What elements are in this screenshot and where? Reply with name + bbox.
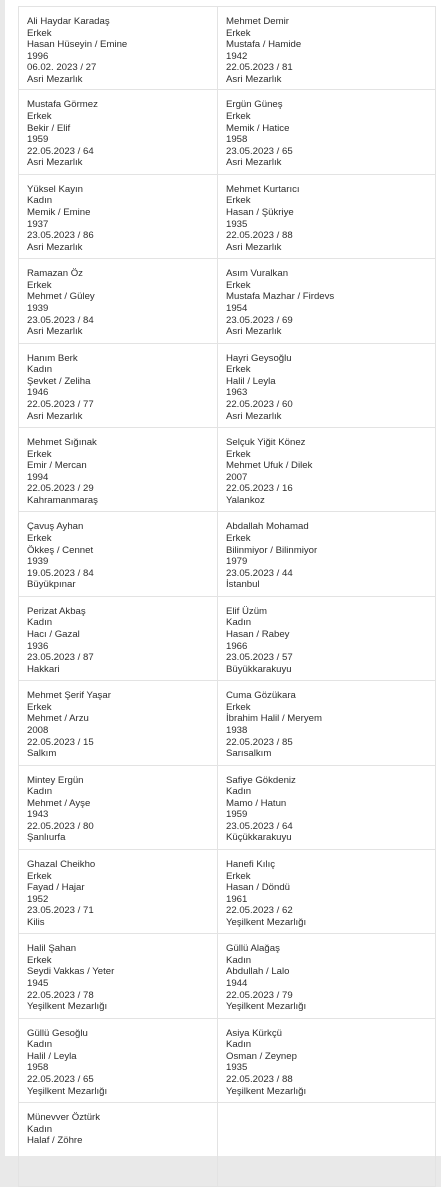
- record-gender: Kadın: [27, 617, 53, 629]
- record-cell: [218, 681, 436, 765]
- record-gender: Erkek: [27, 954, 52, 966]
- record-birth-year: 1958: [27, 1062, 49, 1074]
- record-burial-place: Kahramanmaraş: [27, 494, 98, 506]
- record-date-number: 23.05.2023 / 87: [27, 652, 94, 664]
- record-burial-place: Küçükkarakuyu: [226, 832, 292, 844]
- record-date-number: 22.05.2023 / 65: [27, 1074, 94, 1086]
- record-burial-place: Salkım: [27, 748, 57, 760]
- record-birth-year: 1939: [27, 556, 49, 568]
- record-name: Safiye Gökdeniz: [226, 774, 296, 786]
- record-parents: Mustafa Mazhar / Firdevs: [226, 291, 335, 303]
- record-parents: Halaf / Zöhre: [27, 1135, 83, 1147]
- record-name: Güllü Gesoğlu: [27, 1027, 88, 1039]
- record-date-number: 22.05.2023 / 88: [226, 1074, 293, 1086]
- record-gender: Erkek: [27, 27, 52, 39]
- record-name: Güllü Alağaş: [226, 943, 280, 955]
- record-gender: Kadın: [226, 617, 252, 629]
- record-burial-place: Yeşilkent Mezarlığı: [27, 1085, 108, 1097]
- record-name: Mustafa Görmez: [27, 99, 98, 111]
- record-burial-place: Asri Mezarlık: [226, 326, 282, 338]
- record-burial-place: Yeşilkent Mezarlığı: [226, 1085, 307, 1097]
- record-burial-place: Asri Mezarlık: [226, 157, 282, 169]
- record-gender: Erkek: [226, 701, 251, 713]
- record-cell: [218, 428, 436, 512]
- record-parents: Seydi Vakkas / Yeter: [27, 966, 115, 978]
- record-gender: Erkek: [226, 279, 251, 291]
- record-parents: Hacı / Gazal: [27, 628, 80, 640]
- records-table: [18, 6, 441, 1187]
- record-burial-place: Sarısalkım: [226, 748, 272, 760]
- record-date-number: 06.02. 2023 / 27: [27, 62, 97, 74]
- record-cell: [18, 1019, 218, 1103]
- record-name: Elif Üzüm: [226, 605, 268, 617]
- record-cell: [18, 344, 218, 428]
- record-name: Ali Haydar Karadaş: [27, 16, 110, 27]
- record-date-number: 22.05.2023 / 77: [27, 398, 94, 410]
- record-gender: Kadın: [27, 364, 53, 376]
- record-burial-place: Asri Mezarlık: [27, 326, 83, 338]
- record-date-number: 23.05.2023 / 57: [226, 652, 293, 664]
- record-parents: Mehmet / Ayşe: [27, 797, 91, 809]
- record-birth-year: 1996: [27, 50, 49, 62]
- record-burial-place: Yeşilkent Mezarlığı: [226, 1001, 307, 1013]
- record-gender: Kadın: [27, 1039, 53, 1051]
- record-birth-year: 1937: [27, 218, 49, 230]
- record-name: Ergün Güneş: [226, 99, 283, 111]
- record-gender: Erkek: [27, 870, 52, 882]
- record-birth-year: 1959: [27, 134, 49, 146]
- record-date-number: 22.05.2023 / 88: [226, 230, 293, 242]
- record-parents: Hasan / Döndü: [226, 882, 290, 894]
- record-cell: [218, 934, 436, 1018]
- record-parents: İbrahim Halil / Meryem: [226, 713, 322, 725]
- record-parents: Fayad / Hajar: [27, 882, 85, 894]
- record-parents: Hasan Hüseyin / Emine: [27, 39, 128, 51]
- record-cell: [18, 428, 218, 512]
- record-cell: [218, 597, 436, 681]
- record-date-number: 23.05.2023 / 86: [27, 230, 94, 242]
- record-gender: Kadın: [27, 195, 53, 207]
- record-name: Mehmet Kurtarıcı: [226, 183, 300, 195]
- record-birth-year: 1966: [226, 640, 248, 652]
- record-gender: Kadın: [27, 1123, 53, 1135]
- record-birth-year: 2008: [27, 724, 49, 736]
- record-name: Halil Şahan: [27, 943, 77, 955]
- record-name: Ghazal Cheikho: [27, 858, 96, 870]
- record-birth-year: 1952: [27, 893, 49, 905]
- record-burial-place: Büyükkarakuyu: [226, 663, 292, 675]
- record-cell: [18, 259, 218, 343]
- record-date-number: 22.05.2023 / 85: [226, 736, 293, 748]
- record-gender: Erkek: [226, 110, 251, 122]
- record-burial-place: Şanlıurfa: [27, 832, 66, 844]
- record-date-number: 22.05.2023 / 62: [226, 905, 293, 917]
- record-cell: [18, 1103, 218, 1187]
- record-birth-year: 1979: [226, 556, 248, 568]
- record-name: Hayri Geysoğlu: [226, 352, 292, 364]
- record-gender: Erkek: [226, 448, 251, 460]
- record-name: Asiya Kürkçü: [226, 1027, 282, 1039]
- record-parents: Halil / Leyla: [226, 375, 276, 387]
- record-date-number: 22.05.2023 / 80: [27, 820, 94, 832]
- record-name: Perizat Akbaş: [27, 605, 86, 617]
- record-burial-place: Asri Mezarlık: [27, 157, 83, 169]
- record-parents: Abdullah / Lalo: [226, 966, 290, 978]
- record-birth-year: 1935: [226, 218, 248, 230]
- record-name: Mehmet Sığınak: [27, 436, 97, 448]
- record-birth-year: 1946: [27, 387, 49, 399]
- record-parents: Bilinmiyor / Bilinmiyor: [226, 544, 318, 556]
- record-name: Hanefi Kılıç: [226, 858, 276, 870]
- record-parents: Mehmet / Arzu: [27, 713, 89, 725]
- record-name: Yüksel Kayın: [27, 183, 83, 195]
- record-cell: [18, 175, 218, 259]
- record-burial-place: Asri Mezarlık: [27, 410, 83, 422]
- record-parents: Osman / Zeynep: [226, 1050, 297, 1062]
- record-birth-year: 1938: [226, 724, 248, 736]
- record-cell: [18, 597, 218, 681]
- record-gender: Erkek: [226, 532, 251, 544]
- record-birth-year: 1942: [226, 50, 248, 62]
- record-parents: Emir / Mercan: [27, 460, 87, 472]
- record-name: Abdallah Mohamad: [226, 521, 309, 533]
- record-cell: [18, 934, 218, 1018]
- document-page: [5, 0, 441, 1156]
- record-gender: Erkek: [27, 701, 52, 713]
- record-cell: [18, 766, 218, 850]
- record-cell: [18, 6, 218, 90]
- record-gender: Kadın: [226, 1039, 252, 1051]
- record-burial-place: Asri Mezarlık: [27, 73, 83, 85]
- record-date-number: 22.05.2023 / 64: [27, 145, 94, 157]
- record-name: Mehmet Demir: [226, 16, 289, 27]
- record-parents: Mehmet / Güley: [27, 291, 95, 303]
- record-cell: [18, 512, 218, 596]
- record-date-number: 22.05.2023 / 29: [27, 483, 94, 495]
- record-cell: [218, 850, 436, 934]
- record-date-number: 22.05.2023 / 15: [27, 736, 94, 748]
- record-name: Mintey Ergün: [27, 774, 84, 786]
- record-date-number: 23.05.2023 / 69: [226, 314, 293, 326]
- record-birth-year: 1939: [27, 302, 49, 314]
- record-name: Mehmet Şerif Yaşar: [27, 690, 111, 702]
- record-date-number: 23.05.2023 / 64: [226, 820, 293, 832]
- record-cell: [218, 1019, 436, 1103]
- record-name: Münevver Öztürk: [27, 1112, 101, 1124]
- record-birth-year: 2007: [226, 471, 248, 483]
- record-gender: Kadın: [226, 786, 252, 798]
- record-birth-year: 1994: [27, 471, 49, 483]
- record-parents: Hasan / Rabey: [226, 628, 290, 640]
- record-burial-place: Yeşilkent Mezarlığı: [27, 1001, 108, 1013]
- record-birth-year: 1961: [226, 893, 248, 905]
- record-cell: [218, 90, 436, 174]
- record-cell: [218, 1103, 436, 1187]
- record-date-number: 23.05.2023 / 71: [27, 905, 94, 917]
- record-burial-place: Asri Mezarlık: [226, 73, 282, 85]
- record-cell: [218, 6, 436, 90]
- record-name: Selçuk Yiğit Könez: [226, 436, 306, 448]
- record-burial-place: Asri Mezarlık: [226, 410, 282, 422]
- record-birth-year: 1958: [226, 134, 248, 146]
- record-birth-year: 1945: [27, 978, 49, 990]
- record-cell: [18, 681, 218, 765]
- record-date-number: 23.05.2023 / 84: [27, 314, 94, 326]
- record-date-number: 19.05.2023 / 84: [27, 567, 94, 579]
- record-gender: Erkek: [27, 448, 52, 460]
- record-gender: Erkek: [27, 110, 52, 122]
- record-cell: [18, 90, 218, 174]
- record-burial-place: Yalankoz: [226, 494, 265, 506]
- record-gender: Erkek: [27, 279, 52, 291]
- record-cell: [218, 175, 436, 259]
- record-gender: Erkek: [27, 532, 52, 544]
- record-name: Asım Vuralkan: [226, 268, 289, 280]
- record-gender: Erkek: [226, 870, 251, 882]
- record-birth-year: 1943: [27, 809, 49, 821]
- record-burial-place: Büyükpınar: [27, 579, 76, 591]
- record-date-number: 22.05.2023 / 60: [226, 398, 293, 410]
- record-date-number: 22.05.2023 / 78: [27, 989, 94, 1001]
- record-burial-place: Hakkari: [27, 663, 60, 675]
- record-date-number: 22.05.2023 / 81: [226, 62, 293, 74]
- record-gender: Erkek: [226, 195, 251, 207]
- record-birth-year: 1959: [226, 809, 248, 821]
- record-parents: Memik / Hatice: [226, 122, 290, 134]
- record-burial-place: İstanbul: [226, 579, 260, 591]
- record-burial-place: Kilis: [27, 916, 45, 928]
- record-birth-year: 1944: [226, 978, 248, 990]
- record-birth-year: 1936: [27, 640, 49, 652]
- record-gender: Erkek: [226, 27, 251, 39]
- record-cell: [218, 259, 436, 343]
- record-parents: Şevket / Zeliha: [27, 375, 91, 387]
- record-gender: Kadın: [226, 954, 252, 966]
- record-date-number: 22.05.2023 / 79: [226, 989, 293, 1001]
- record-parents: Mehmet Ufuk / Dilek: [226, 460, 313, 472]
- record-parents: Mamo / Hatun: [226, 797, 287, 809]
- record-burial-place: Asri Mezarlık: [226, 241, 282, 253]
- record-parents: Bekir / Elif: [27, 122, 71, 134]
- record-gender: Kadın: [27, 786, 53, 798]
- record-parents: Ökkeş / Cennet: [27, 544, 94, 556]
- record-parents: Mustafa / Hamide: [226, 39, 302, 51]
- record-parents: Hasan / Şükriye: [226, 206, 294, 218]
- record-date-number: 22.05.2023 / 16: [226, 483, 293, 495]
- record-cell: [18, 850, 218, 934]
- record-burial-place: Asri Mezarlık: [27, 241, 83, 253]
- record-date-number: 23.05.2023 / 65: [226, 145, 293, 157]
- record-cell: [218, 344, 436, 428]
- record-birth-year: 1963: [226, 387, 248, 399]
- record-name: Çavuş Ayhan: [27, 521, 84, 533]
- record-birth-year: 1954: [226, 302, 248, 314]
- record-cell: [218, 512, 436, 596]
- record-parents: Halil / Leyla: [27, 1050, 77, 1062]
- record-name: Ramazan Öz: [27, 268, 83, 280]
- record-name: Cuma Gözükara: [226, 690, 296, 702]
- record-burial-place: Yeşilkent Mezarlığı: [226, 916, 307, 928]
- record-cell: [218, 766, 436, 850]
- record-birth-year: 1935: [226, 1062, 248, 1074]
- record-gender: Erkek: [226, 364, 251, 376]
- record-parents: Memik / Emine: [27, 206, 91, 218]
- record-name: Hanım Berk: [27, 352, 78, 364]
- record-date-number: 23.05.2023 / 44: [226, 567, 293, 579]
